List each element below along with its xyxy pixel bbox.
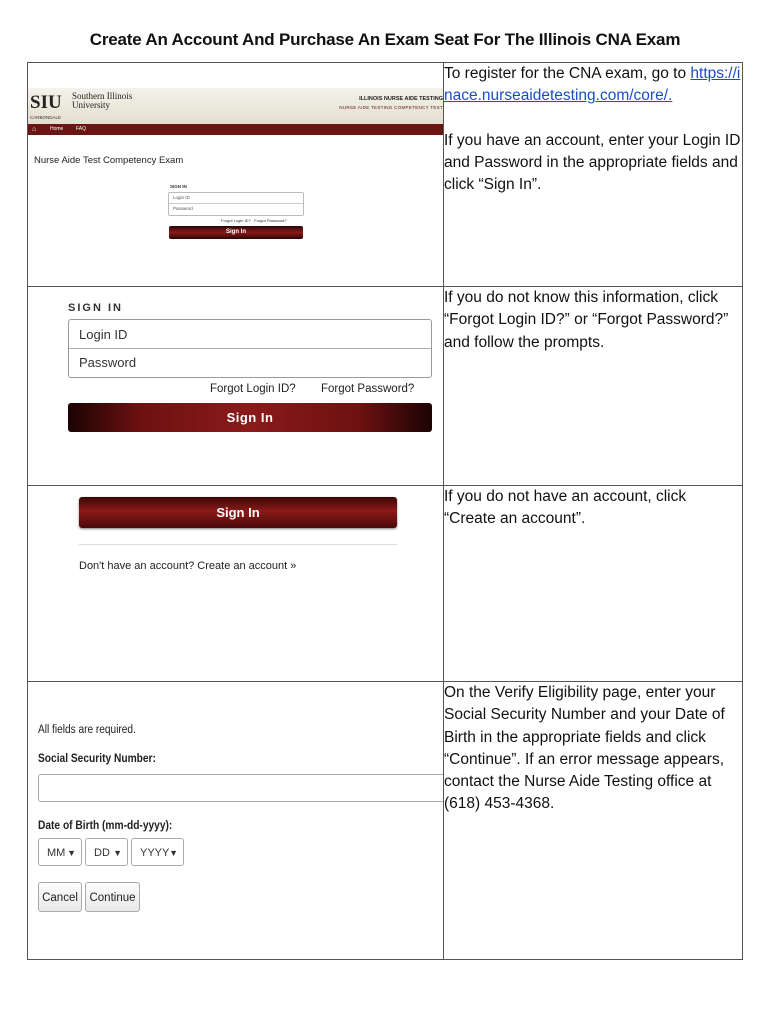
login-fields bbox=[168, 192, 304, 216]
sign-in-button[interactable]: Sign In bbox=[79, 497, 397, 528]
year-value: YYYY bbox=[140, 847, 170, 859]
sign-in-heading: SIGN IN bbox=[170, 184, 187, 189]
step-row-1 bbox=[28, 63, 743, 287]
banner-subtitle: NURSE AIDE TESTING COMPETENCY TEST bbox=[339, 105, 443, 110]
chevron-down-icon: ▼ bbox=[67, 848, 76, 858]
step-2-text bbox=[444, 287, 743, 486]
step-1-paragraph-1 bbox=[444, 63, 742, 108]
step-3-text bbox=[444, 486, 743, 682]
step-row-4 bbox=[28, 682, 743, 960]
siu-logo: SIU bbox=[30, 92, 62, 113]
nav-home-link[interactable]: Home bbox=[50, 126, 64, 132]
step-4-paragraph: On the Verify Eligibility page, enter your Social Security Number and your Date of Birth in the appropriate fields and click “Continue”. If an error message appears, contact the Nurse Aide Testing office at (618) 453-4368. bbox=[444, 684, 725, 813]
registration-link[interactable]: https://inace.nurseaidetesting.com/core/. bbox=[444, 65, 741, 105]
site-nav bbox=[28, 124, 443, 135]
screenshot-login-page bbox=[28, 63, 444, 287]
month-value: MM bbox=[47, 847, 66, 859]
month-select[interactable] bbox=[38, 838, 82, 866]
sign-in-heading: SIGN IN bbox=[68, 302, 123, 314]
step-row-3 bbox=[28, 486, 743, 682]
document-title: Create An Account And Purchase An Exam Seat For The Illinois CNA Exam bbox=[89, 30, 681, 49]
login-id-input[interactable]: Login ID bbox=[173, 195, 190, 200]
chevron-down-icon: ▼ bbox=[169, 848, 178, 858]
login-fields bbox=[68, 319, 432, 378]
forgot-links bbox=[221, 218, 287, 223]
day-select[interactable] bbox=[85, 838, 128, 866]
create-account-link[interactable]: Don't have an account? Create an account » bbox=[79, 560, 297, 572]
step-3-paragraph: If you do not have an account, click “Create an account”. bbox=[444, 488, 687, 528]
forgot-password-link[interactable]: Forgot Password? bbox=[254, 218, 287, 223]
continue-button[interactable]: Continue bbox=[85, 882, 140, 912]
year-select[interactable] bbox=[131, 838, 184, 866]
step-1-text bbox=[444, 63, 743, 287]
screenshot-create-account bbox=[28, 486, 444, 682]
home-icon[interactable]: ⌂ bbox=[32, 126, 37, 133]
field-divider bbox=[69, 348, 431, 349]
step-4-text bbox=[444, 682, 743, 960]
cancel-button[interactable]: Cancel bbox=[38, 882, 82, 912]
screenshot-verify-eligibility bbox=[28, 682, 444, 960]
university-name-line2: University bbox=[72, 100, 110, 110]
step-1-intro: To register for the CNA exam, go to bbox=[444, 65, 691, 82]
instructions-table bbox=[27, 62, 743, 960]
sign-in-button[interactable]: Sign In bbox=[68, 403, 432, 432]
forgot-login-link[interactable]: Forgot Login ID? bbox=[221, 218, 251, 223]
chevron-down-icon: ▼ bbox=[113, 848, 122, 858]
step-1-paragraph-2: If you have an account, enter your Login ID and Password in the appropriate fields and click “Sign In”. bbox=[444, 131, 741, 194]
ssn-label: Social Security Number: bbox=[38, 751, 156, 765]
step-row-2 bbox=[28, 287, 743, 486]
exam-title: Nurse Aide Test Competency Exam bbox=[34, 155, 184, 166]
screenshot-sign-in-zoom bbox=[28, 287, 444, 486]
password-input[interactable]: Password bbox=[79, 355, 137, 370]
university-name-line1: Southern Illinois bbox=[72, 91, 133, 101]
password-input[interactable]: Password bbox=[173, 206, 193, 211]
sign-in-button[interactable]: Sign In bbox=[169, 226, 303, 239]
forgot-login-link[interactable]: Forgot Login ID? bbox=[210, 383, 296, 395]
divider bbox=[79, 544, 397, 545]
forgot-password-link[interactable]: Forgot Password? bbox=[321, 383, 415, 395]
site-header bbox=[28, 88, 443, 124]
field-divider bbox=[169, 203, 303, 204]
nav-faq-link[interactable]: FAQ bbox=[76, 126, 87, 132]
banner-title: ILLINOIS NURSE AIDE TESTING bbox=[359, 96, 443, 102]
campus-name: CARBONDALE bbox=[30, 115, 62, 120]
login-id-input[interactable]: Login ID bbox=[79, 327, 128, 342]
ssn-input[interactable] bbox=[38, 774, 444, 802]
university-name bbox=[72, 92, 132, 110]
day-value: DD bbox=[94, 847, 110, 859]
required-note: All fields are required. bbox=[38, 724, 136, 736]
dob-label: Date of Birth (mm-dd-yyyy): bbox=[38, 818, 173, 832]
step-2-paragraph: If you do not know this information, click “Forgot Login ID?” or “Forgot Password?” and follow the prompts. bbox=[444, 289, 729, 351]
